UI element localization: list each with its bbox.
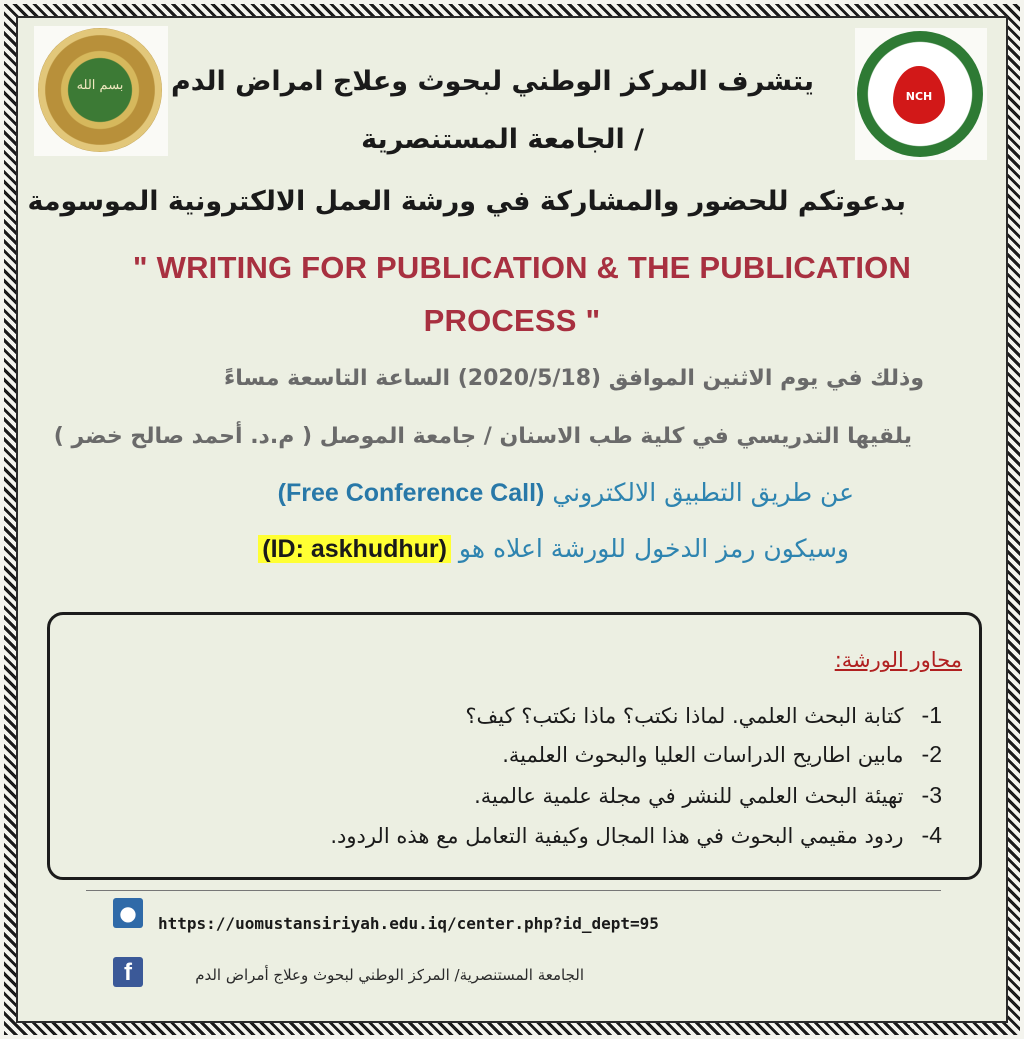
topic-item: 1-كتابة البحث العلمي. لماذا نكتب؟ ماذا نكتب؟ كيف؟ <box>465 702 942 728</box>
workshop-title-line-1: " WRITING FOR PUBLICATION & THE PUBLICATION <box>132 250 912 285</box>
header-line-2: / الجامعة المستنصرية <box>361 124 644 155</box>
workshop-title-line-2: PROCESS " <box>423 303 601 338</box>
id-prefix: وسيكون رمز الدخول للورشة اعلاه هو <box>458 534 849 563</box>
website-link[interactable]: https://uomustansiriyah.edu.iq/center.php?id_dept=95 <box>158 914 659 933</box>
date-line: وذلك في يوم الاثنين الموافق (2020/5/18) الساعة التاسعة مساءً <box>223 366 924 391</box>
meeting-id: (ID: askhudhur) <box>258 535 451 563</box>
facebook-icon: f <box>113 957 143 987</box>
topic-item: 2-مابين اطاريح الدراسات العليا والبحوث العلمية. <box>502 741 942 767</box>
app-line <box>278 478 854 508</box>
id-line <box>258 534 849 564</box>
topic-item: 4-ردود مقيمي البحوث في هذا المجال وكيفية التعامل مع هذه الردود. <box>330 822 942 848</box>
university-logo: بسم الله <box>34 26 168 156</box>
app-name: (Free Conference Call) <box>277 479 545 507</box>
topics-title: محاور الورشة: <box>834 648 962 672</box>
header-line-1: يتشرف المركز الوطني لبحوث وعلاج امراض الدم <box>170 66 814 97</box>
app-prefix: عن طريق التطبيق الالكتروني <box>552 478 854 507</box>
nch-logo: NCH <box>855 28 987 160</box>
header-line-3: بدعوتكم للحضور والمشاركة في ورشة العمل الالكترونية الموسومة <box>27 186 906 217</box>
globe-icon: ● <box>113 898 143 928</box>
presenter-line: يلقيها التدريسي في كلية طب الاسنان / جامعة الموصل ( م.د. أحمد صالح خضر ) <box>53 424 912 449</box>
facebook-page-link[interactable]: الجامعة المستنصرية/ المركز الوطني لبحوث وعلاج أمراض الدم <box>195 966 584 984</box>
footer-divider <box>86 890 941 891</box>
topic-item: 3-تهيئة البحث العلمي للنشر في مجلة علمية عالمية. <box>474 782 942 808</box>
